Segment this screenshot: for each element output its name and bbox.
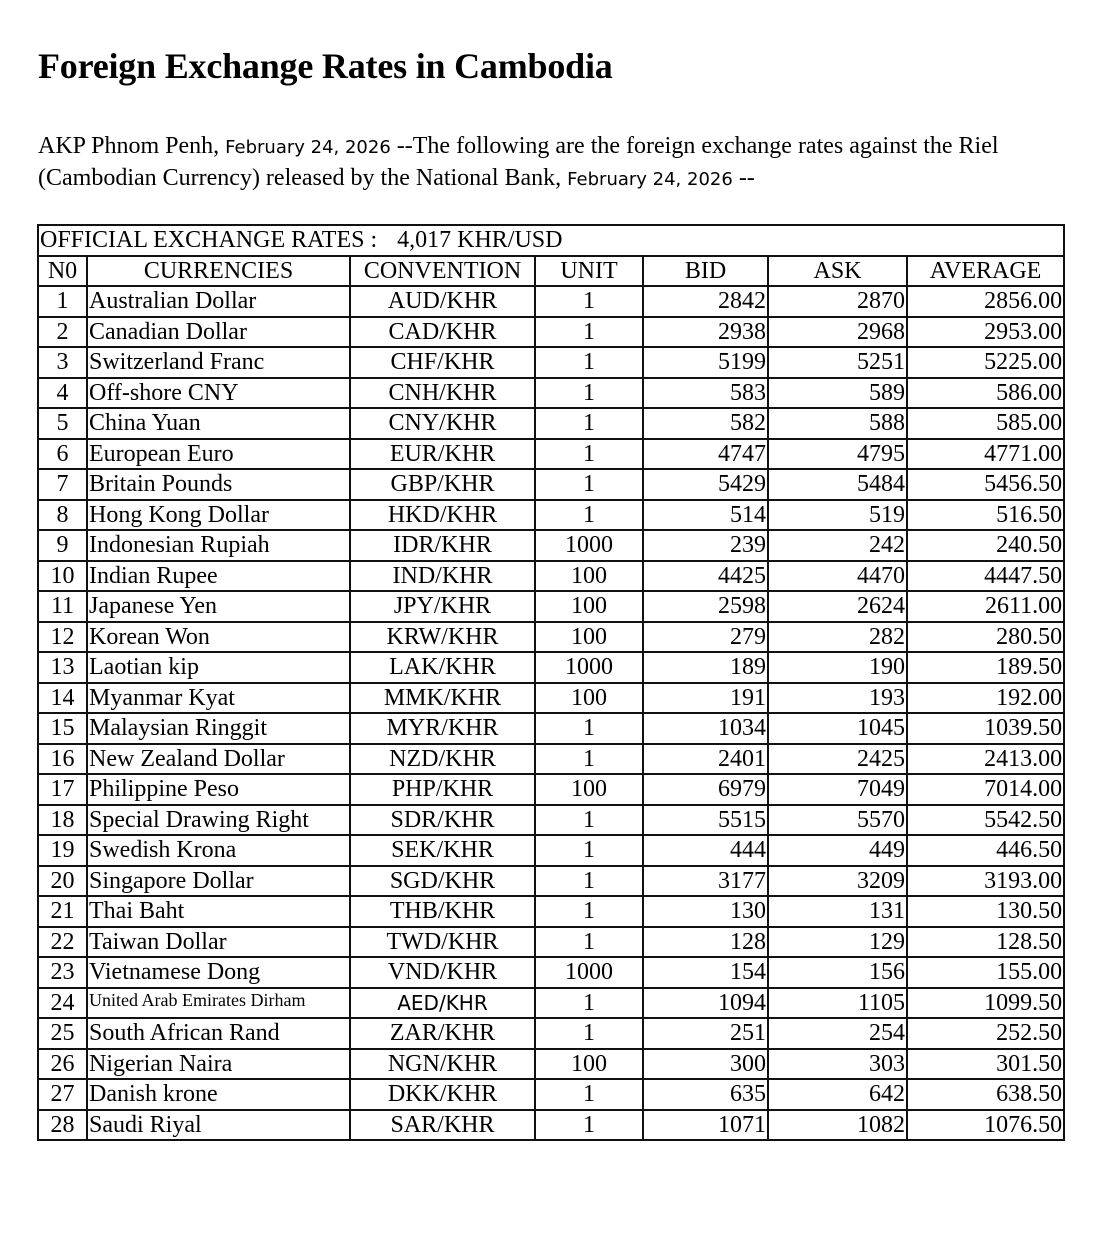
table-row (38, 530, 1064, 561)
bid-rate: 300 (643, 1049, 768, 1080)
currency-name: China Yuan (87, 408, 350, 439)
row-number: 20 (38, 866, 87, 897)
currency-name: Korean Won (87, 622, 350, 653)
currency-convention: KRW/KHR (350, 622, 535, 653)
currency-unit: 1 (535, 1079, 643, 1110)
bid-rate: 130 (643, 896, 768, 927)
row-number: 3 (38, 347, 87, 378)
currency-unit: 1 (535, 835, 643, 866)
intro-text-1: AKP Phnom Penh, (38, 133, 226, 159)
row-number: 21 (38, 896, 87, 927)
intro-text-2: --The following are the foreign exchange rates against the Riel (Cambodian Currency) released by the National Bank, (38, 133, 999, 191)
currency-unit: 1 (535, 408, 643, 439)
average-rate: 2413.00 (907, 744, 1064, 775)
intro-text-3: -- (732, 165, 755, 191)
currency-unit: 1 (535, 347, 643, 378)
table-row (38, 805, 1064, 836)
currency-unit: 1000 (535, 957, 643, 988)
table-row (38, 317, 1064, 348)
average-rate: 240.50 (907, 530, 1064, 561)
ask-rate: 5570 (768, 805, 907, 836)
currency-unit: 1000 (535, 530, 643, 561)
currency-name: Britain Pounds (87, 469, 350, 500)
average-rate: 128.50 (907, 927, 1064, 958)
average-rate: 4447.50 (907, 561, 1064, 592)
currency-unit: 1000 (535, 652, 643, 683)
bid-rate: 4747 (643, 439, 768, 470)
table-row (38, 1049, 1064, 1080)
ask-rate: 2870 (768, 286, 907, 317)
currency-convention: EUR/KHR (350, 439, 535, 470)
average-rate: 130.50 (907, 896, 1064, 927)
row-number: 12 (38, 622, 87, 653)
ask-rate: 1105 (768, 988, 907, 1019)
table-row (38, 591, 1064, 622)
row-number: 13 (38, 652, 87, 683)
table-row (38, 469, 1064, 500)
currency-convention: SDR/KHR (350, 805, 535, 836)
ask-rate: 588 (768, 408, 907, 439)
ask-rate: 1082 (768, 1110, 907, 1141)
currency-convention: MMK/KHR (350, 683, 535, 714)
currency-name: Australian Dollar (87, 286, 350, 317)
ask-rate: 2968 (768, 317, 907, 348)
row-number: 14 (38, 683, 87, 714)
currency-unit: 1 (535, 1018, 643, 1049)
page-title: Foreign Exchange Rates in Cambodia (38, 46, 613, 86)
currency-name: Japanese Yen (87, 591, 350, 622)
bid-rate: 582 (643, 408, 768, 439)
ask-rate: 5251 (768, 347, 907, 378)
currency-convention: CAD/KHR (350, 317, 535, 348)
intro-date-1: February 24, 2026 (225, 137, 391, 158)
table-row (38, 500, 1064, 531)
row-number: 25 (38, 1018, 87, 1049)
header-currencies: CURRENCIES (87, 256, 350, 287)
header-unit: UNIT (535, 256, 643, 287)
currency-name: Laotian kip (87, 652, 350, 683)
bid-rate: 583 (643, 378, 768, 409)
row-number: 5 (38, 408, 87, 439)
currency-unit: 1 (535, 896, 643, 927)
intro-paragraph (38, 131, 1058, 195)
currency-name: New Zealand Dollar (87, 744, 350, 775)
bid-rate: 3177 (643, 866, 768, 897)
row-number: 15 (38, 713, 87, 744)
currency-unit: 1 (535, 713, 643, 744)
currency-unit: 1 (535, 500, 643, 531)
currency-name: Hong Kong Dollar (87, 500, 350, 531)
ask-rate: 190 (768, 652, 907, 683)
currency-unit: 100 (535, 1049, 643, 1080)
bid-rate: 1094 (643, 988, 768, 1019)
currency-name: United Arab Emirates Dirham (87, 988, 350, 1019)
header-no: N0 (38, 256, 87, 287)
average-rate: 5542.50 (907, 805, 1064, 836)
average-rate: 301.50 (907, 1049, 1064, 1080)
currency-convention: IND/KHR (350, 561, 535, 592)
ask-rate: 129 (768, 927, 907, 958)
average-rate: 586.00 (907, 378, 1064, 409)
header-convention: CONVENTION (350, 256, 535, 287)
currency-convention: CNH/KHR (350, 378, 535, 409)
bid-rate: 6979 (643, 774, 768, 805)
currency-unit: 1 (535, 378, 643, 409)
currency-name: Off-shore CNY (87, 378, 350, 409)
currency-convention: GBP/KHR (350, 469, 535, 500)
ask-rate: 242 (768, 530, 907, 561)
table-row (38, 1079, 1064, 1110)
currency-unit: 100 (535, 774, 643, 805)
currency-convention: TWD/KHR (350, 927, 535, 958)
currency-unit: 1 (535, 866, 643, 897)
row-number: 19 (38, 835, 87, 866)
currency-name: Nigerian Naira (87, 1049, 350, 1080)
row-number: 9 (38, 530, 87, 561)
currency-convention: THB/KHR (350, 896, 535, 927)
currency-name: Vietnamese Dong (87, 957, 350, 988)
currency-unit: 100 (535, 622, 643, 653)
bid-rate: 189 (643, 652, 768, 683)
table-row (38, 1018, 1064, 1049)
ask-rate: 156 (768, 957, 907, 988)
bid-rate: 128 (643, 927, 768, 958)
currency-convention: SGD/KHR (350, 866, 535, 897)
bid-rate: 5515 (643, 805, 768, 836)
ask-rate: 5484 (768, 469, 907, 500)
currency-name: Saudi Riyal (87, 1110, 350, 1141)
currency-name: Canadian Dollar (87, 317, 350, 348)
average-rate: 280.50 (907, 622, 1064, 653)
row-number: 6 (38, 439, 87, 470)
currency-name: Myanmar Kyat (87, 683, 350, 714)
average-rate: 189.50 (907, 652, 1064, 683)
table-header-row (38, 256, 1064, 287)
currency-convention: VND/KHR (350, 957, 535, 988)
table-row (38, 927, 1064, 958)
currency-unit: 1 (535, 744, 643, 775)
ask-rate: 131 (768, 896, 907, 927)
bid-rate: 191 (643, 683, 768, 714)
row-number: 18 (38, 805, 87, 836)
ask-rate: 642 (768, 1079, 907, 1110)
currency-name: Indian Rupee (87, 561, 350, 592)
currency-convention: SEK/KHR (350, 835, 535, 866)
row-number: 8 (38, 500, 87, 531)
row-number: 26 (38, 1049, 87, 1080)
table-row (38, 378, 1064, 409)
ask-rate: 519 (768, 500, 907, 531)
average-rate: 516.50 (907, 500, 1064, 531)
currency-convention: AUD/KHR (350, 286, 535, 317)
currency-name: Swedish Krona (87, 835, 350, 866)
average-rate: 638.50 (907, 1079, 1064, 1110)
average-rate: 155.00 (907, 957, 1064, 988)
ask-rate: 1045 (768, 713, 907, 744)
currency-name: Taiwan Dollar (87, 927, 350, 958)
bid-rate: 2938 (643, 317, 768, 348)
currency-convention: NZD/KHR (350, 744, 535, 775)
ask-rate: 2425 (768, 744, 907, 775)
bid-rate: 2842 (643, 286, 768, 317)
currency-convention: LAK/KHR (350, 652, 535, 683)
row-number: 27 (38, 1079, 87, 1110)
table-row (38, 744, 1064, 775)
table-row (38, 652, 1064, 683)
currency-convention: JPY/KHR (350, 591, 535, 622)
exchange-rates-table (37, 224, 1065, 1141)
table-row (38, 988, 1064, 1019)
currency-unit: 1 (535, 286, 643, 317)
currency-name: South African Rand (87, 1018, 350, 1049)
ask-rate: 4795 (768, 439, 907, 470)
currency-convention: MYR/KHR (350, 713, 535, 744)
currency-convention: AED/KHR (350, 988, 535, 1019)
table-row (38, 286, 1064, 317)
row-number: 16 (38, 744, 87, 775)
average-rate: 5456.50 (907, 469, 1064, 500)
bid-rate: 514 (643, 500, 768, 531)
currency-convention: HKD/KHR (350, 500, 535, 531)
bid-rate: 2401 (643, 744, 768, 775)
table-row (38, 561, 1064, 592)
table-row (38, 957, 1064, 988)
official-rate-cell (38, 225, 1064, 256)
row-number: 11 (38, 591, 87, 622)
bid-rate: 1071 (643, 1110, 768, 1141)
bid-rate: 5429 (643, 469, 768, 500)
average-rate: 4771.00 (907, 439, 1064, 470)
ask-rate: 4470 (768, 561, 907, 592)
currency-convention: PHP/KHR (350, 774, 535, 805)
table-row (38, 439, 1064, 470)
currency-unit: 1 (535, 439, 643, 470)
ask-rate: 254 (768, 1018, 907, 1049)
ask-rate: 449 (768, 835, 907, 866)
currency-convention: IDR/KHR (350, 530, 535, 561)
average-rate: 252.50 (907, 1018, 1064, 1049)
table-row (38, 1110, 1064, 1141)
average-rate: 7014.00 (907, 774, 1064, 805)
table-row (38, 713, 1064, 744)
average-rate: 2856.00 (907, 286, 1064, 317)
row-number: 28 (38, 1110, 87, 1141)
table-row (38, 896, 1064, 927)
currency-convention: NGN/KHR (350, 1049, 535, 1080)
currency-name: Danish krone (87, 1079, 350, 1110)
currency-name: Special Drawing Right (87, 805, 350, 836)
currency-name: Malaysian Ringgit (87, 713, 350, 744)
currency-convention: DKK/KHR (350, 1079, 535, 1110)
ask-rate: 303 (768, 1049, 907, 1080)
currency-unit: 1 (535, 988, 643, 1019)
currency-convention: CNY/KHR (350, 408, 535, 439)
average-rate: 192.00 (907, 683, 1064, 714)
currency-unit: 1 (535, 805, 643, 836)
bid-rate: 279 (643, 622, 768, 653)
ask-rate: 589 (768, 378, 907, 409)
row-number: 17 (38, 774, 87, 805)
row-number: 2 (38, 317, 87, 348)
table-row (38, 866, 1064, 897)
table-row (38, 408, 1064, 439)
currency-name: Philippine Peso (87, 774, 350, 805)
bid-rate: 239 (643, 530, 768, 561)
row-number: 23 (38, 957, 87, 988)
row-number: 10 (38, 561, 87, 592)
currency-name: Thai Baht (87, 896, 350, 927)
average-rate: 2953.00 (907, 317, 1064, 348)
bid-rate: 1034 (643, 713, 768, 744)
bid-rate: 2598 (643, 591, 768, 622)
bid-rate: 154 (643, 957, 768, 988)
row-number: 7 (38, 469, 87, 500)
table-row (38, 835, 1064, 866)
ask-rate: 282 (768, 622, 907, 653)
currency-unit: 100 (535, 683, 643, 714)
currency-unit: 100 (535, 561, 643, 592)
average-rate: 2611.00 (907, 591, 1064, 622)
ask-rate: 7049 (768, 774, 907, 805)
currency-unit: 1 (535, 317, 643, 348)
currency-unit: 1 (535, 1110, 643, 1141)
bid-rate: 635 (643, 1079, 768, 1110)
table-row (38, 347, 1064, 378)
currency-unit: 1 (535, 927, 643, 958)
bid-rate: 444 (643, 835, 768, 866)
average-rate: 1099.50 (907, 988, 1064, 1019)
bid-rate: 4425 (643, 561, 768, 592)
currency-name: Switzerland Franc (87, 347, 350, 378)
header-bid: BID (643, 256, 768, 287)
currency-unit: 1 (535, 469, 643, 500)
ask-rate: 193 (768, 683, 907, 714)
currency-name: Singapore Dollar (87, 866, 350, 897)
intro-date-2: February 24, 2026 (567, 169, 733, 190)
official-rate-label: OFFICIAL EXCHANGE RATES : (40, 227, 378, 254)
header-ask: ASK (768, 256, 907, 287)
currency-name: European Euro (87, 439, 350, 470)
ask-rate: 3209 (768, 866, 907, 897)
row-number: 24 (38, 988, 87, 1019)
header-average: AVERAGE (907, 256, 1064, 287)
row-number: 1 (38, 286, 87, 317)
average-rate: 3193.00 (907, 866, 1064, 897)
table-row (38, 683, 1064, 714)
row-number: 22 (38, 927, 87, 958)
average-rate: 585.00 (907, 408, 1064, 439)
currency-convention: CHF/KHR (350, 347, 535, 378)
currency-convention: ZAR/KHR (350, 1018, 535, 1049)
average-rate: 446.50 (907, 835, 1064, 866)
bid-rate: 5199 (643, 347, 768, 378)
bid-rate: 251 (643, 1018, 768, 1049)
currency-unit: 100 (535, 591, 643, 622)
currency-name: Indonesian Rupiah (87, 530, 350, 561)
table-row (38, 622, 1064, 653)
ask-rate: 2624 (768, 591, 907, 622)
average-rate: 5225.00 (907, 347, 1064, 378)
average-rate: 1039.50 (907, 713, 1064, 744)
currency-convention: SAR/KHR (350, 1110, 535, 1141)
table-row (38, 774, 1064, 805)
average-rate: 1076.50 (907, 1110, 1064, 1141)
official-rate-banner (38, 225, 1064, 256)
row-number: 4 (38, 378, 87, 409)
official-rate-value: 4,017 KHR/USD (397, 227, 563, 254)
